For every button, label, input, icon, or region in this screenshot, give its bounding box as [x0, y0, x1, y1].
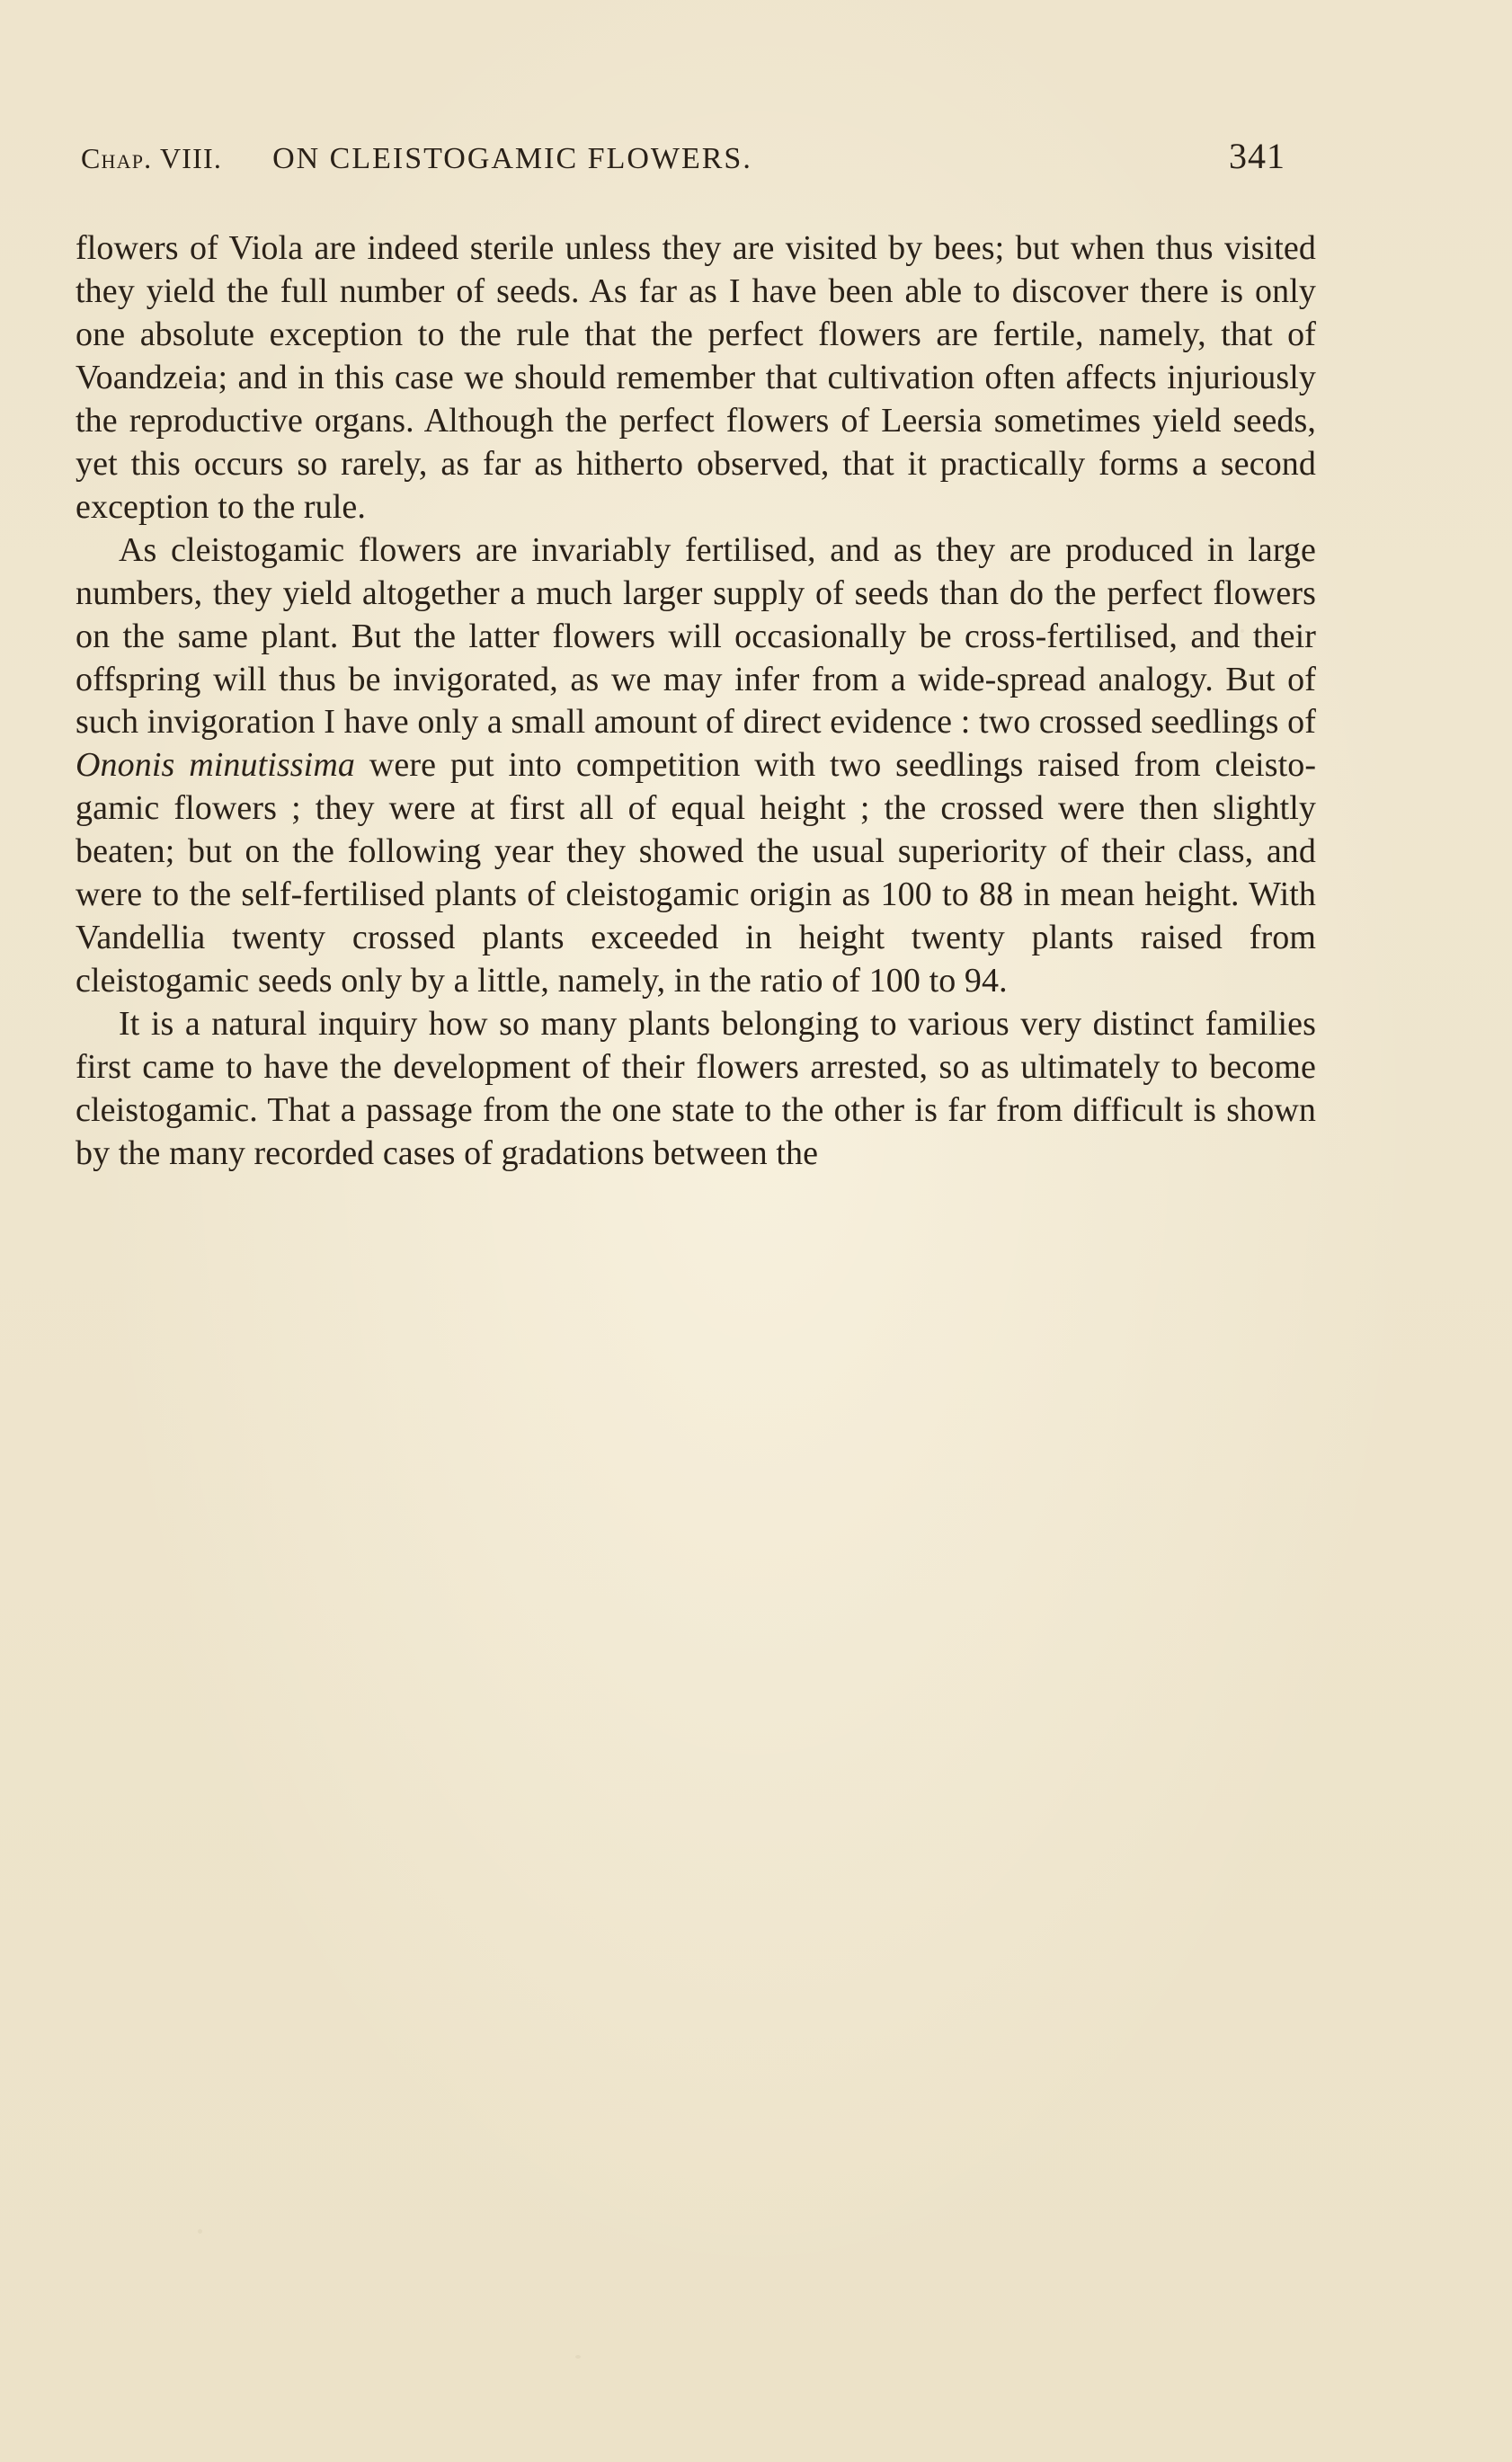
body-paragraph: flowers of Viola are indeed sterile unless they are visited by bees; but when thus visited they yield the full number of seeds. As far as I have been able to discover there is only one absolute exception to the rule that the perfect flowers are fertile, namely, that of Voandzeia; and in this case we should remember that cultivation often affects injuriously the reproductive organs. Although the perfect flowers of Leersia sometimes yield seeds, yet this occurs so rarely, as far as hitherto observed, that it practically forms a second exception to the rule. — [76, 229, 1316, 526]
paragraph-segment: were put into competition with two seedlings raised from cleistogamic flowers ; they were at first all of equal height ; the crossed were then slightly beaten; but on the following year they showed the usual superiority of their class, and were to the self-fertilised plants of cleistogamic origin as 100 to 88 in mean height. With Vandellia twenty crossed plants exceeded in height twenty plants raised from cleistogamic seeds only by a little, namely, in the ratio of 100 to 94. — [76, 746, 1317, 1000]
page-header — [81, 135, 1294, 177]
paper-speckle — [575, 2355, 581, 2359]
body-paragraph — [76, 529, 1316, 1003]
species-name: Ononis minutissima — [76, 746, 355, 785]
running-title: ON CLEISTOGAMIC FLOWERS. — [272, 142, 752, 175]
page-content — [76, 135, 1316, 1176]
paper-speckle — [198, 2229, 202, 2234]
body-paragraph: It is a natural inquiry how so many plants belonging to various very distinct families first came to have the development of their flowers arrested, so as ultimately to become cleistogamic. That a passage from the one state to the other is far from difficult is shown by the many recorded cases of gradations between the — [76, 1005, 1316, 1173]
page-number: 341 — [1229, 136, 1285, 176]
paragraph-segment: As cleistogamic flowers are invariably fertilised, and as they are produced in large numbers, they yield altogether a much larger supply of seeds than do the perfect flowers on the same plant. But the latter flowers will occasionally be cross-fertilised, and their offspring will thus be invigorated, as we may infer from a wide-spread analogy. But of such invigoration I have only a small amount of direct evidence : two crossed seedlings of — [76, 530, 1316, 742]
chapter-label: Chap. VIII. — [81, 142, 223, 174]
